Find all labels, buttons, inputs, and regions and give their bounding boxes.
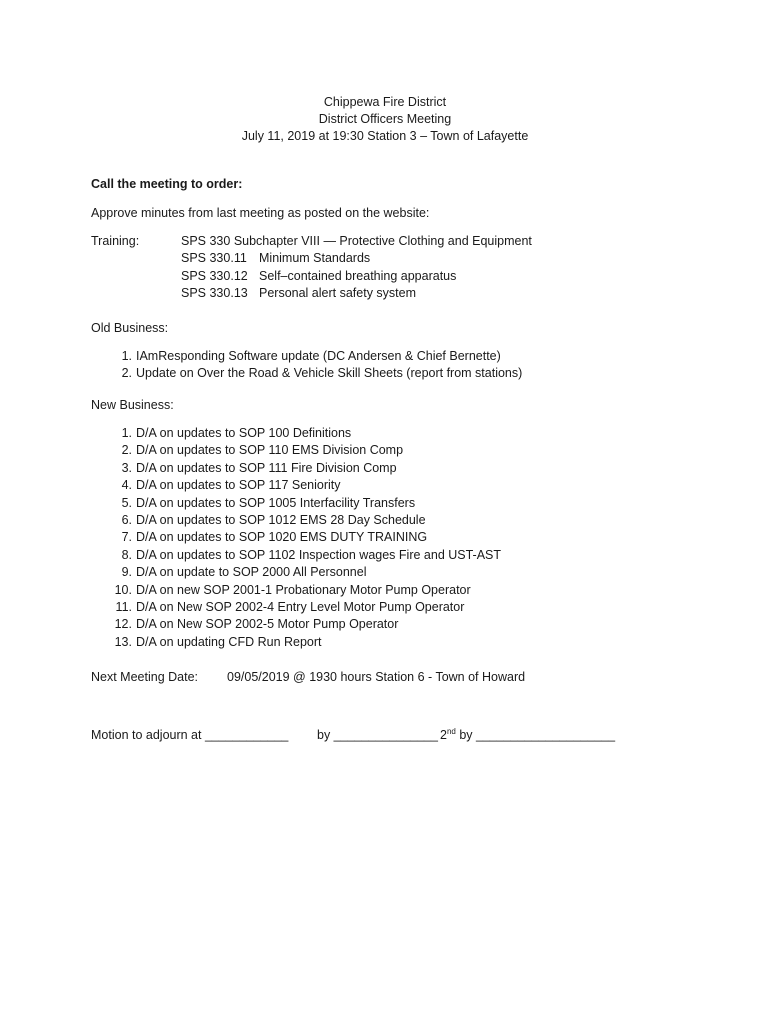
second-prefix: 2 bbox=[440, 728, 447, 742]
list-number: 3. bbox=[121, 460, 132, 475]
list-number: 1. bbox=[121, 426, 132, 440]
list-item bbox=[121, 460, 501, 477]
list-text: D/A on New SOP 2002-4 Entry Level Motor Pump Operator bbox=[136, 599, 465, 614]
new-business-heading: New Business: bbox=[91, 398, 174, 412]
list-item bbox=[121, 547, 502, 564]
adjourn-line bbox=[91, 726, 616, 745]
adjourn-motion-by-blank: by _______________ bbox=[317, 728, 438, 742]
list-number: 2. bbox=[121, 366, 132, 381]
second-suffix: by ____________________ bbox=[455, 728, 616, 742]
list-number: 12. bbox=[114, 617, 132, 632]
training-desc: Self–contained breathing apparatus bbox=[259, 268, 457, 283]
adjourn-second-by-blank bbox=[440, 727, 615, 745]
list-text: D/A on updates to SOP 110 EMS Division Comp bbox=[136, 443, 404, 458]
list-item bbox=[121, 495, 501, 512]
list-number: 5. bbox=[121, 495, 132, 510]
list-item bbox=[121, 348, 522, 365]
list-text: D/A on updates to SOP 117 Seniority bbox=[136, 478, 341, 493]
list-item bbox=[121, 425, 501, 442]
training-item bbox=[181, 233, 532, 250]
list-number: 6. bbox=[121, 512, 132, 527]
training-code: SPS 330 Subchapter VIII — Protective Clothing and Equipment bbox=[181, 234, 532, 248]
list-text: Update on Over the Road & Vehicle Skill Sheets (report from stations) bbox=[136, 366, 523, 381]
list-item bbox=[115, 599, 501, 616]
next-meeting-label: Next Meeting Date: bbox=[91, 670, 198, 684]
list-number: 4. bbox=[121, 478, 132, 493]
training-items bbox=[181, 233, 532, 302]
training-desc: Minimum Standards bbox=[259, 251, 371, 266]
list-text: D/A on updates to SOP 100 Definitions bbox=[136, 426, 352, 440]
training-item bbox=[181, 250, 532, 267]
training-item bbox=[181, 285, 532, 302]
old-business-list bbox=[121, 348, 523, 383]
list-item bbox=[114, 582, 501, 599]
list-number: 11. bbox=[115, 599, 132, 614]
next-meeting-value: 09/05/2019 @ 1930 hours Station 6 - Town of Howard bbox=[227, 670, 526, 684]
meeting-date-location: July 11, 2019 at 19:30 Station 3 – Town of Lafayette bbox=[241, 129, 529, 143]
list-item bbox=[121, 365, 523, 382]
list-number: 9. bbox=[121, 565, 132, 580]
list-item bbox=[121, 529, 501, 546]
district-name: Chippewa Fire District bbox=[323, 95, 447, 109]
list-item bbox=[114, 634, 501, 651]
list-text: D/A on update to SOP 2000 All Personnel bbox=[136, 565, 367, 580]
list-text: D/A on updates to SOP 1020 EMS DUTY TRAINING bbox=[136, 530, 428, 545]
meeting-header bbox=[0, 94, 770, 145]
meeting-name: District Officers Meeting bbox=[318, 112, 452, 126]
list-number: 13. bbox=[114, 634, 132, 649]
list-number: 8. bbox=[121, 547, 132, 562]
list-number: 2. bbox=[121, 443, 132, 458]
list-item bbox=[121, 477, 501, 494]
training-code: SPS 330.11 bbox=[181, 251, 247, 266]
list-text: D/A on new SOP 2001-1 Probationary Motor Pump Operator bbox=[136, 582, 471, 597]
list-item bbox=[121, 512, 501, 529]
list-number: 1. bbox=[121, 349, 132, 363]
list-number: 7. bbox=[121, 530, 132, 545]
list-text: D/A on updating CFD Run Report bbox=[136, 634, 322, 649]
approve-minutes-text: Approve minutes from last meeting as posted on the website: bbox=[91, 206, 430, 220]
next-meeting-line bbox=[91, 669, 526, 687]
list-text: D/A on updates to SOP 111 Fire Division Comp bbox=[136, 460, 397, 475]
old-business-heading: Old Business: bbox=[91, 321, 169, 335]
new-business-list bbox=[114, 425, 502, 651]
training-desc: Personal alert safety system bbox=[259, 285, 417, 300]
training-item bbox=[181, 268, 532, 285]
second-superscript: nd bbox=[446, 726, 456, 736]
training-label: Training: bbox=[91, 234, 140, 248]
list-number: 10. bbox=[114, 582, 132, 597]
adjourn-time-blank: Motion to adjourn at ____________ bbox=[91, 728, 289, 742]
list-text: D/A on updates to SOP 1012 EMS 28 Day Schedule bbox=[136, 512, 426, 527]
list-text: IAmResponding Software update (DC Andersen & Chief Bernette) bbox=[136, 349, 501, 363]
call-to-order-heading: Call the meeting to order: bbox=[91, 177, 243, 191]
training-code: SPS 330.13 bbox=[181, 285, 248, 300]
training-code: SPS 330.12 bbox=[181, 268, 248, 283]
list-item bbox=[114, 616, 501, 633]
list-item bbox=[121, 564, 501, 581]
list-text: D/A on New SOP 2002-5 Motor Pump Operator bbox=[136, 617, 399, 632]
list-item bbox=[121, 442, 501, 459]
list-text: D/A on updates to SOP 1005 Interfacility Transfers bbox=[136, 495, 416, 510]
list-text: D/A on updates to SOP 1102 Inspection wages Fire and UST-AST bbox=[136, 547, 502, 562]
